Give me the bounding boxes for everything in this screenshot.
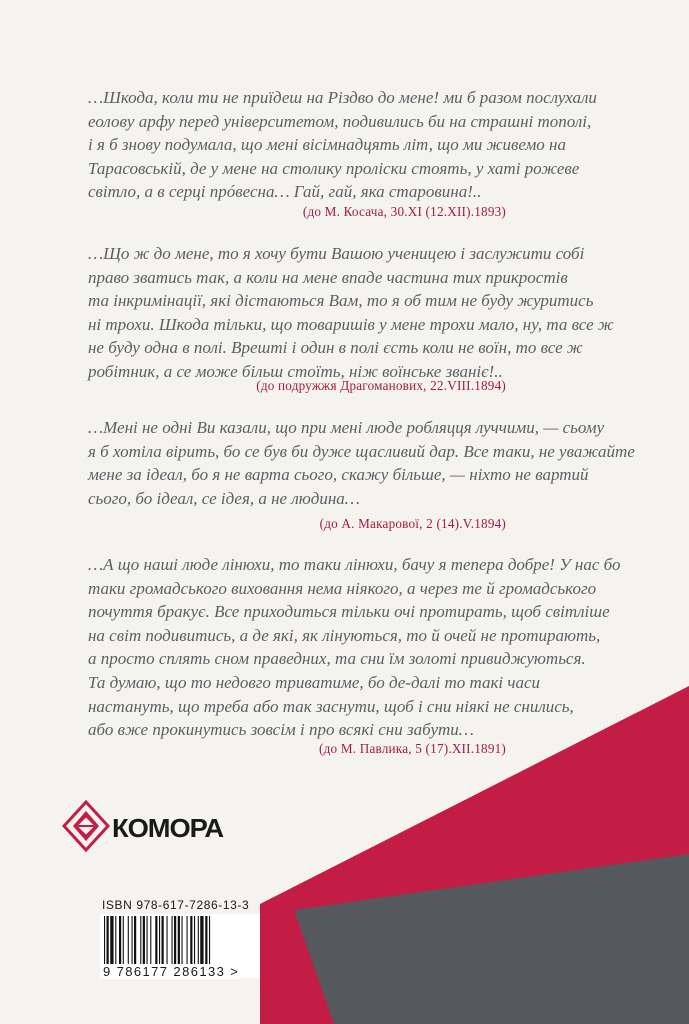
barcode-bar [123, 916, 124, 964]
quote-line: сього, бо ідеал, се ідея, а не людина… [88, 488, 360, 508]
barcode-bar [172, 916, 173, 964]
barcode-bar [194, 916, 195, 964]
barcode-bar [167, 916, 168, 964]
barcode-bar [174, 916, 176, 964]
quote-line: еолову арфу перед університетом, подивились би на страшні тополі, [88, 111, 592, 131]
quote-line: …А що наші люде лінюхи, то таки лінюхи, бачу я тепера добре! У нас бо [88, 555, 621, 574]
quote-attribution: (до подружжя Драгоманових, 22.VIII.1894) [256, 378, 506, 393]
quote-line: або вже прокинутись зовсім і про всякі сни забути… [88, 720, 474, 740]
quote-line: настануть, що треба або так заснути, щоб і сни ніякі не снились, [88, 696, 574, 716]
barcode-bar [140, 916, 141, 964]
barcode-bar [134, 916, 136, 964]
quote-line: право зватись так, а коли на мене впаде частина тих прикростів [88, 267, 568, 287]
barcode-digits: 9 786177 286133 > [103, 964, 240, 979]
isbn-label: ISBN 978-617-7286-13-3 [102, 898, 250, 912]
barcode-bar [155, 916, 157, 964]
quote-line: та інкримінації, які дістаються Вам, то я об тим не буду журитись [88, 291, 594, 311]
barcode-bar [187, 916, 188, 964]
quote-line: мене за ідеал, бо я не варта сього, скажу більше, — ніхто не вартий [88, 465, 589, 485]
quote-line: таки громадського виховання нема ніякого, а через те й громадського [88, 578, 597, 598]
quote-text [88, 242, 614, 384]
quote-line: я б хотіла вірить, бо се був би дуже щасливий дар. Все таки, не уважайте [88, 441, 635, 461]
quote-line: Тарасовській, де у мене на столику проліски стоять, у хаті рожеве [88, 158, 580, 178]
barcode-bar [198, 916, 199, 964]
barcode-bar [107, 916, 109, 964]
quote-line: …Мені не одні Ви казали, що при мені люде робляцця луччими, — сьому [88, 418, 605, 437]
quote-line: …Шкода, коли ти не приїдеш на Різдво до мене! ми б разом послухали [88, 88, 597, 107]
quote-text [88, 553, 621, 742]
barcode-bar [182, 916, 183, 964]
barcode-bar [209, 916, 210, 964]
quote-text [88, 416, 635, 510]
quote-line: робітник, а се може більш стоїть, ніж воїнське званіє!.. [88, 361, 503, 381]
quote-text [88, 86, 608, 204]
barcode-bar [119, 916, 121, 964]
barcode-bar [159, 916, 160, 964]
barcode-bar [128, 916, 129, 964]
quote-line: не буду одна в полі. Врешті і один в полі єсть коли не воїн, то все ж [88, 338, 583, 358]
barcode-bar [178, 916, 180, 964]
barcode-bar [110, 916, 113, 964]
publisher-name: КОМОРА [112, 813, 224, 843]
quote-line: Та думаю, що то недовго триватиме, бо де-далі то такі часи [88, 672, 541, 692]
barcode-bar [115, 916, 116, 964]
quote-line: світло, а в серці прóвесна… Гай, гай, яка старовина!.. [88, 182, 482, 202]
barcode-bar [205, 916, 207, 964]
barcode-bar [132, 916, 133, 964]
quote-line: почуття бракує. Все приходиться тільки очі протирать, щоб світліше [88, 602, 610, 622]
quote-line: і я б знову подумала, що мені вісімнадцять літ, що ми живемо на [88, 135, 566, 155]
barcode-bar [143, 916, 145, 964]
barcode-bar [104, 916, 105, 964]
barcode-bar [200, 916, 203, 964]
barcode-bar [150, 916, 151, 964]
quote-line: на світ подивитись, а де які, як лінуються, то й очей не протирають, [88, 625, 601, 645]
quote-line: а просто сплять сном праведних, та сни їм золоті привиджуються. [88, 649, 586, 669]
barcode-bar [162, 916, 164, 964]
barcode-bar [190, 916, 192, 964]
publisher-emblem-icon [62, 798, 112, 854]
quote-attribution: (до М. Павлика, 5 (17).XII.1891) [319, 741, 506, 756]
quote-attribution: (до А. Макарової, 2 (14).V.1894) [319, 516, 506, 531]
quote-line: ні трохи. Шкода тільки, що товаришів у мене трохи мало, ну, та все ж [88, 314, 614, 334]
quote-attribution: (до М. Косача, 30.XI (12.XII).1893) [302, 204, 506, 219]
quote-line: …Що ж до мене, то я хочу бути Вашою ученицею і заслужити собі [88, 244, 585, 263]
barcode-bar [147, 916, 148, 964]
